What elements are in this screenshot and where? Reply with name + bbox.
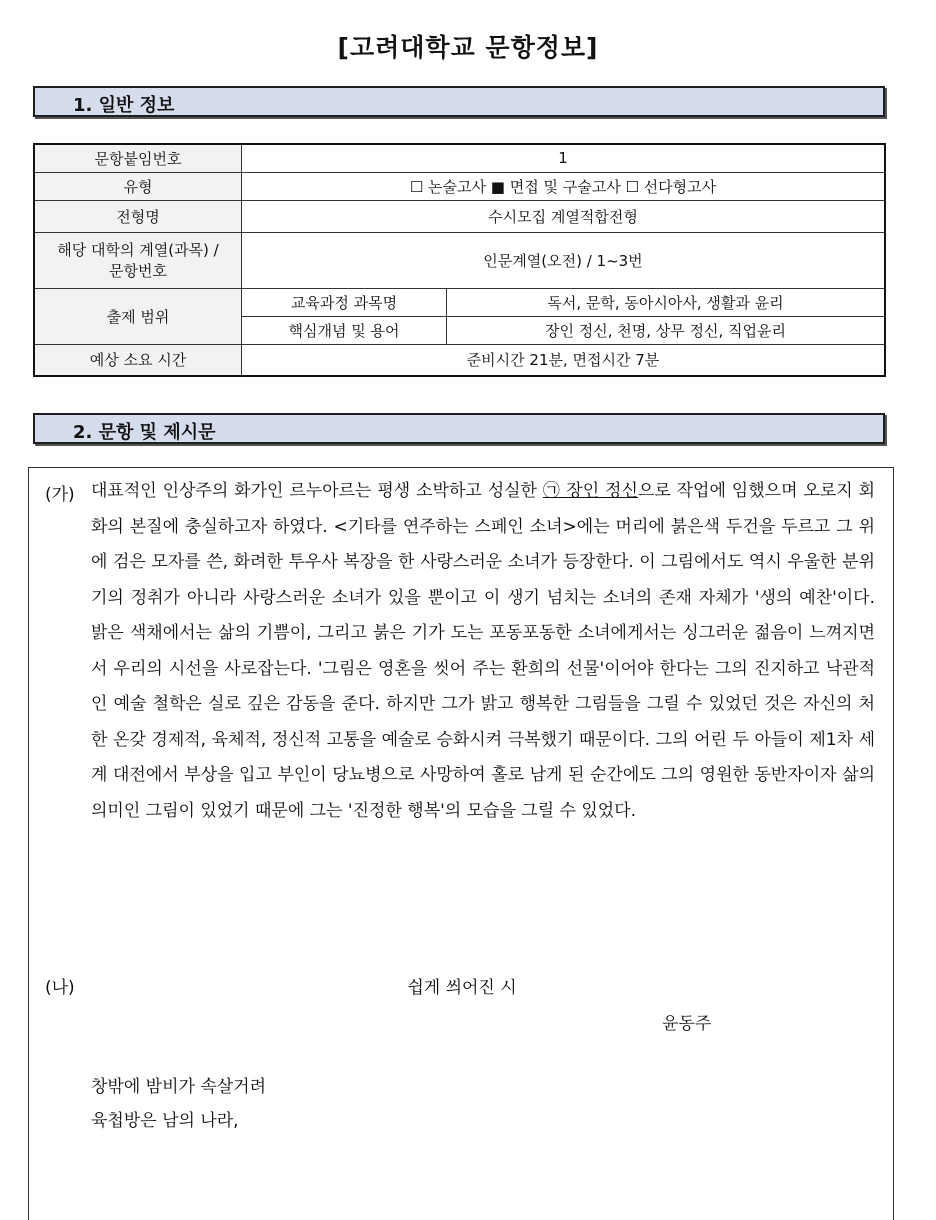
dept-label-line2: 문항번호 — [109, 262, 167, 280]
dept-value: 인문계열(오전) / 1~3번 — [242, 232, 886, 288]
passage-ga-text-before: 대표적인 인상주의 화가인 르누아르는 평생 소박하고 성실한 — [91, 481, 543, 501]
passage-box — [28, 467, 894, 1220]
number-value: 1 — [242, 144, 886, 172]
section-header-label: 1. 일반 정보 — [73, 95, 175, 116]
time-label: 예상 소요 시간 — [34, 344, 242, 376]
scope-label: 출제 범위 — [34, 288, 242, 344]
passage-ga-text-after: 으로 작업에 임했으며 오로지 회화의 본질에 충실하고자 하였다. <기타를 연주하는 스페인 소녀>에는 머리에 붉은색 두건을 두르고 그 위에 검은 모자를 쓴, 화려한 투우사 복장을 한 사랑스러운 소녀가 등장한다. 이 그림에서도 역시 우울한 분위기의 정취가 아니라 사랑스러운 소녀가 있을 뿐이고 이 생기 넘치는 소녀의 존재 자체가 '생의 예찬'이다. 밝은 색채에서는 삶의 기쁨이, 그리고 붉은 기가 도는 포동포동한 소녀에게서는 싱그러운 젊음이 느껴지면서 우리의 시선을 사로잡는다. '그림은 영혼을 씻어 주는 환희의 선물'이어야 한다는 그의 진지하고 낙관적인 예술 철학은 실로 깊은 감동을 준다. 하지만 그가 밝고 행복한 그림들을 그릴 수 있었던 것은 자신의 처한 온갖 경제적, 육체적, 정신적 고통을 예술로 승화시켜 극복했기 때문이다. 그의 어린 두 아들이 제1차 세계 대전에서 부상을 입고 부인이 당뇨병으로 사망하여 홀로 남게 된 순간에도 그의 영원한 동반자이자 삶의 의미인 그림이 있었기 때문에 그는 '진정한 행복'의 모습을 그릴 수 있었다. — [91, 481, 875, 821]
passage-ga-text — [91, 474, 875, 829]
section-header-question — [33, 413, 885, 444]
table-row — [34, 344, 885, 376]
admission-label: 전형명 — [34, 200, 242, 232]
dept-label-line1: 해당 대학의 계열(과목) / — [57, 241, 219, 259]
underlined-term: ㉠ 장인 정신 — [542, 481, 638, 501]
table-row — [34, 232, 885, 288]
table-row — [34, 172, 885, 200]
poem-title: 쉽게 씌어진 시 — [407, 978, 517, 998]
type-label: 유형 — [34, 172, 242, 200]
section-header-general-info — [33, 86, 885, 117]
poem-line: 창밖에 밤비가 속살거려 — [91, 1077, 267, 1097]
table-row — [34, 144, 885, 172]
poem-line: 육첩방은 남의 나라, — [91, 1111, 239, 1131]
poem-author: 윤동주 — [662, 1014, 712, 1034]
table-row — [34, 288, 885, 316]
type-value: ☐ 논술고사 ■ 면접 및 구술고사 ☐ 선다형고사 — [242, 172, 886, 200]
section-header-label: 2. 문항 및 제시문 — [73, 422, 216, 443]
dept-label — [34, 232, 242, 288]
curriculum-label: 교육과정 과목명 — [242, 288, 447, 316]
time-value: 준비시간 21분, 면접시간 7분 — [242, 344, 886, 376]
number-label: 문항붙임번호 — [34, 144, 242, 172]
passage-na-mark: (나) — [45, 978, 75, 998]
page-title: [고려대학교 문항정보] — [337, 33, 599, 62]
info-table — [33, 143, 886, 377]
admission-value: 수시모집 계열적합전형 — [242, 200, 886, 232]
curriculum-value: 독서, 문학, 동아시아사, 생활과 윤리 — [447, 288, 886, 316]
concept-value: 장인 정신, 천명, 상무 정신, 직업윤리 — [447, 316, 886, 344]
passage-ga-mark: (가) — [45, 485, 75, 505]
table-row — [34, 200, 885, 232]
concept-label: 핵심개념 및 용어 — [242, 316, 447, 344]
